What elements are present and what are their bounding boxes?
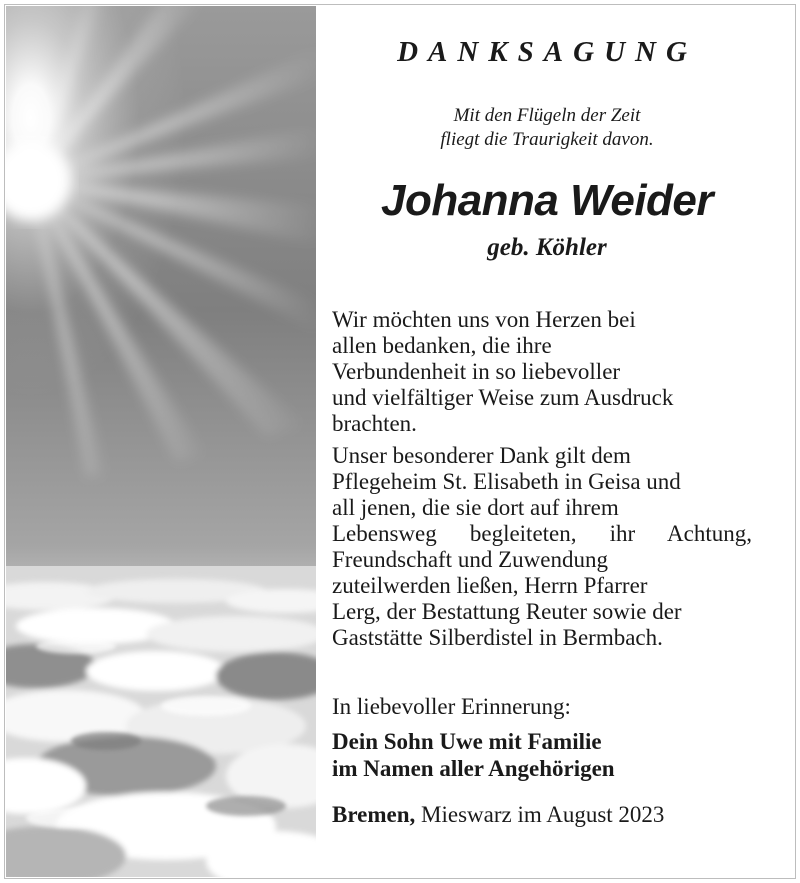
paragraph-line: Verbundenheit in so liebevoller [332, 359, 621, 384]
sky-clouds-photo [6, 6, 316, 877]
paragraph-line: Unser besonderer Dank gilt dem [332, 443, 631, 468]
family-line: Dein Sohn Uwe mit Familie [332, 729, 602, 754]
paragraph-line: zuteilwerden ließen, Herrn Pfarrer [332, 573, 648, 598]
paragraph-line: brachten. [332, 411, 417, 436]
family-line: im Namen aller Angehörigen [332, 756, 615, 781]
maiden-name: geb. Köhler [487, 234, 607, 261]
motto [332, 104, 762, 152]
paragraph-line: allen bedanken, die ihre [332, 333, 552, 358]
paragraph-line: Lerg, der Bestattung Reuter sowie der [332, 599, 682, 624]
motto-line: Mit den Flügeln der Zeit [453, 105, 641, 126]
paragraph-line: und vielfältiger Weise zum Ausdruck [332, 385, 674, 410]
memory-line: In liebevoller Erinnerung: [332, 694, 571, 719]
family-signature [332, 728, 615, 782]
deceased-name: Johanna Weider [380, 176, 714, 225]
paragraph-line: Wir möchten uns von Herzen bei [332, 307, 636, 332]
paragraph-line: Lebensweg begleiteten, ihr Achtung, [332, 521, 752, 546]
paragraph-line: all jenen, die sie dort auf ihrem [332, 495, 619, 520]
heading-danksagung: DANKSAGUNG [397, 36, 697, 68]
sun-rays-clouds-image [6, 6, 316, 877]
motto-line: fliegt die Traurigkeit davon. [440, 129, 654, 150]
paragraph-line: Freundschaft und Zuwendung [332, 547, 608, 572]
paragraph-line: Gaststätte Silberdistel in Bermbach. [332, 625, 663, 650]
thanks-paragraph-2 [332, 443, 752, 651]
place-date [332, 802, 664, 828]
paragraph-line: Pflegeheim St. Elisabeth in Geisa und [332, 469, 681, 494]
place-date-text: Mieswarz im August 2023 [415, 802, 665, 827]
place-city: Bremen, [332, 802, 416, 827]
thanks-paragraph-1 [332, 307, 752, 437]
